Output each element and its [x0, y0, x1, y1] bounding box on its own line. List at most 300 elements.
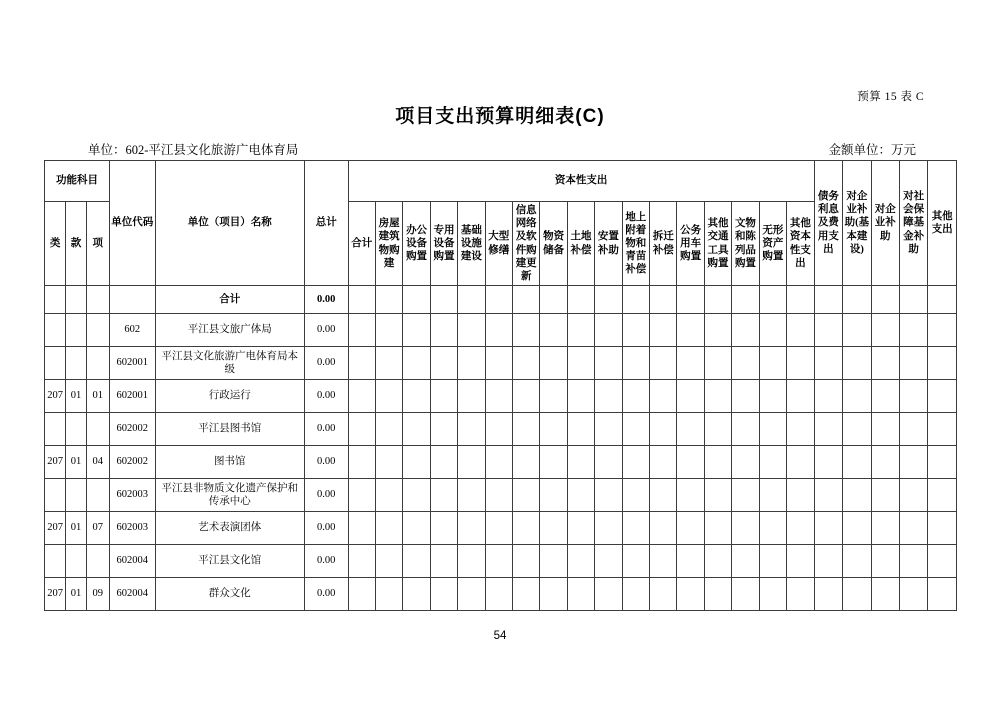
cell-class	[45, 347, 66, 380]
table-row	[45, 446, 957, 479]
cell-total: 0.00	[304, 578, 348, 611]
cell-empty	[759, 380, 786, 413]
header-row-groups	[45, 161, 957, 202]
cell-empty	[430, 413, 457, 446]
unit-label: 单位：602-平江县文化旅游广电体育局	[88, 143, 299, 157]
cell-unit-code: 602001	[109, 380, 155, 413]
cell-empty	[622, 446, 649, 479]
cell-unit-name: 艺术表演团体	[155, 512, 304, 545]
cell-total: 0.00	[304, 286, 348, 314]
cell-total: 0.00	[304, 512, 348, 545]
cell-empty	[928, 286, 957, 314]
cell-empty	[375, 314, 402, 347]
cell-empty	[485, 413, 512, 446]
cell-section	[66, 314, 86, 347]
cell-empty	[622, 286, 649, 314]
cell-empty	[843, 512, 871, 545]
header-ground-attachment: 地上附着物和青苗补偿	[622, 202, 649, 286]
cell-empty	[485, 479, 512, 512]
cell-empty	[928, 347, 957, 380]
cell-unit-name: 平江县文化馆	[155, 545, 304, 578]
cell-unit-code	[109, 286, 155, 314]
cell-total: 0.00	[304, 545, 348, 578]
cell-empty	[843, 545, 871, 578]
cell-empty	[650, 413, 677, 446]
cell-empty	[512, 413, 539, 446]
header-demolition-compensation: 拆迁补偿	[650, 202, 677, 286]
cell-empty	[814, 380, 842, 413]
form-number-label: 预算 15 表 C	[857, 91, 924, 103]
cell-empty	[759, 446, 786, 479]
cell-item: 07	[86, 512, 109, 545]
cell-empty	[512, 479, 539, 512]
cell-empty	[567, 512, 594, 545]
cell-empty	[677, 314, 704, 347]
cell-empty	[814, 479, 842, 512]
header-information-network: 信息网络及软件购建更新	[512, 202, 539, 286]
cell-empty	[430, 479, 457, 512]
cell-empty	[759, 512, 786, 545]
cell-unit-code: 602002	[109, 413, 155, 446]
cell-empty	[622, 512, 649, 545]
cell-empty	[843, 286, 871, 314]
cell-empty	[871, 578, 899, 611]
cell-empty	[348, 479, 375, 512]
cell-section	[66, 479, 86, 512]
cell-empty	[704, 314, 731, 347]
cell-empty	[348, 545, 375, 578]
cell-empty	[650, 347, 677, 380]
header-enterprise-subsidy-capital: 对企业补助(基本建设)	[843, 161, 871, 286]
cell-empty	[567, 578, 594, 611]
cell-empty	[704, 446, 731, 479]
cell-empty	[843, 314, 871, 347]
cell-empty	[403, 286, 430, 314]
cell-empty	[403, 314, 430, 347]
cell-empty	[899, 578, 927, 611]
table-row	[45, 578, 957, 611]
cell-empty	[843, 380, 871, 413]
cell-class	[45, 286, 66, 314]
cell-empty	[595, 314, 622, 347]
table-row	[45, 479, 957, 512]
cell-empty	[595, 512, 622, 545]
cell-class	[45, 314, 66, 347]
cell-empty	[871, 286, 899, 314]
cell-unit-code: 602003	[109, 479, 155, 512]
cell-unit-code: 602002	[109, 446, 155, 479]
cell-empty	[512, 380, 539, 413]
cell-empty	[540, 286, 567, 314]
cell-empty	[567, 347, 594, 380]
cell-empty	[595, 479, 622, 512]
cell-empty	[899, 286, 927, 314]
cell-empty	[403, 380, 430, 413]
cell-empty	[595, 286, 622, 314]
header-intangible-assets: 无形资产购置	[759, 202, 786, 286]
cell-section	[66, 286, 86, 314]
cell-empty	[787, 578, 815, 611]
cell-empty	[567, 446, 594, 479]
header-other-transport: 其他交通工具购置	[704, 202, 731, 286]
header-capital-group: 资本性支出	[348, 161, 814, 202]
cell-empty	[928, 380, 957, 413]
cell-unit-name: 合计	[155, 286, 304, 314]
cell-empty	[375, 347, 402, 380]
cell-empty	[814, 347, 842, 380]
cell-empty	[704, 380, 731, 413]
cell-empty	[704, 286, 731, 314]
cell-empty	[677, 479, 704, 512]
cell-empty	[650, 578, 677, 611]
cell-empty	[928, 578, 957, 611]
cell-empty	[595, 380, 622, 413]
table-row	[45, 380, 957, 413]
cell-empty	[458, 413, 485, 446]
cell-empty	[512, 545, 539, 578]
cell-empty	[787, 286, 815, 314]
cell-empty	[540, 479, 567, 512]
cell-empty	[458, 545, 485, 578]
cell-empty	[871, 413, 899, 446]
cell-empty	[677, 446, 704, 479]
cell-empty	[732, 314, 759, 347]
cell-empty	[512, 578, 539, 611]
cell-empty	[348, 512, 375, 545]
table-row	[45, 413, 957, 446]
cell-empty	[430, 347, 457, 380]
cell-empty	[595, 446, 622, 479]
cell-empty	[512, 347, 539, 380]
cell-empty	[787, 545, 815, 578]
cell-empty	[928, 512, 957, 545]
table-row	[45, 512, 957, 545]
cell-section	[66, 545, 86, 578]
cell-empty	[430, 446, 457, 479]
cell-empty	[375, 512, 402, 545]
cell-empty	[787, 314, 815, 347]
cell-empty	[650, 446, 677, 479]
cell-empty	[814, 512, 842, 545]
cell-empty	[485, 347, 512, 380]
header-official-vehicle: 公务用车购置	[677, 202, 704, 286]
cell-empty	[403, 512, 430, 545]
cell-empty	[485, 314, 512, 347]
cell-class	[45, 545, 66, 578]
cell-empty	[430, 578, 457, 611]
cell-empty	[540, 512, 567, 545]
header-capital-subtotal: 合计	[348, 202, 375, 286]
cell-empty	[458, 479, 485, 512]
cell-empty	[403, 545, 430, 578]
cell-total: 0.00	[304, 347, 348, 380]
cell-empty	[871, 380, 899, 413]
cell-empty	[512, 286, 539, 314]
cell-class	[45, 413, 66, 446]
cell-empty	[899, 380, 927, 413]
cell-empty	[458, 380, 485, 413]
cell-empty	[348, 578, 375, 611]
cell-empty	[375, 286, 402, 314]
cell-empty	[677, 578, 704, 611]
header-unit-name: 单位（项目）名称	[155, 161, 304, 286]
cell-empty	[732, 578, 759, 611]
cell-empty	[430, 512, 457, 545]
cell-empty	[458, 446, 485, 479]
header-infrastructure: 基础设施建设	[458, 202, 485, 286]
cell-item	[86, 413, 109, 446]
cell-empty	[403, 479, 430, 512]
cell-empty	[375, 545, 402, 578]
cell-empty	[485, 512, 512, 545]
cell-section	[66, 347, 86, 380]
cell-empty	[899, 314, 927, 347]
cell-empty	[375, 578, 402, 611]
header-other-capital: 其他资本性支出	[787, 202, 815, 286]
header-func-subject: 功能科目	[45, 161, 110, 202]
cell-empty	[622, 479, 649, 512]
cell-empty	[430, 545, 457, 578]
cell-empty	[485, 578, 512, 611]
cell-item	[86, 479, 109, 512]
cell-section: 01	[66, 578, 86, 611]
cell-empty	[567, 545, 594, 578]
cell-unit-code: 602004	[109, 545, 155, 578]
cell-empty	[403, 446, 430, 479]
header-total: 总计	[304, 161, 348, 286]
cell-empty	[843, 578, 871, 611]
cell-empty	[787, 446, 815, 479]
cell-empty	[871, 479, 899, 512]
cell-empty	[485, 286, 512, 314]
cell-empty	[458, 347, 485, 380]
cell-empty	[650, 286, 677, 314]
cell-empty	[759, 545, 786, 578]
cell-unit-name: 平江县图书馆	[155, 413, 304, 446]
cell-empty	[650, 380, 677, 413]
cell-unit-name: 图书馆	[155, 446, 304, 479]
cell-empty	[430, 286, 457, 314]
table-body	[45, 286, 957, 611]
cell-empty	[485, 545, 512, 578]
cell-empty	[375, 446, 402, 479]
cell-empty	[843, 446, 871, 479]
cell-empty	[732, 512, 759, 545]
cell-empty	[787, 479, 815, 512]
cell-empty	[787, 512, 815, 545]
cell-item	[86, 545, 109, 578]
cell-empty	[403, 413, 430, 446]
cell-item	[86, 314, 109, 347]
budget-table	[44, 160, 957, 611]
cell-empty	[650, 512, 677, 545]
cell-empty	[650, 545, 677, 578]
cell-unit-code: 602004	[109, 578, 155, 611]
header-special-equipment: 专用设备购置	[430, 202, 457, 286]
table-row	[45, 347, 957, 380]
cell-item: 01	[86, 380, 109, 413]
cell-empty	[348, 347, 375, 380]
cell-class: 207	[45, 446, 66, 479]
header-building-purchase: 房屋建筑物购建	[375, 202, 402, 286]
cell-total: 0.00	[304, 479, 348, 512]
cell-total: 0.00	[304, 413, 348, 446]
cell-empty	[928, 446, 957, 479]
cell-empty	[787, 347, 815, 380]
cell-empty	[814, 413, 842, 446]
cell-empty	[650, 314, 677, 347]
cell-empty	[622, 380, 649, 413]
cell-class: 207	[45, 512, 66, 545]
cell-empty	[704, 545, 731, 578]
cell-empty	[732, 446, 759, 479]
cell-empty	[458, 286, 485, 314]
header-social-security-subsidy: 对社会保障基金补助	[899, 161, 927, 286]
cell-empty	[348, 446, 375, 479]
cell-unit-name: 行政运行	[155, 380, 304, 413]
cell-empty	[595, 545, 622, 578]
cell-unit-name: 平江县文旅广体局	[155, 314, 304, 347]
header-cultural-relics: 文物和陈列品购置	[732, 202, 759, 286]
cell-section: 01	[66, 512, 86, 545]
cell-empty	[732, 380, 759, 413]
table-row	[45, 545, 957, 578]
cell-empty	[677, 545, 704, 578]
cell-empty	[843, 479, 871, 512]
cell-empty	[787, 380, 815, 413]
cell-empty	[704, 578, 731, 611]
cell-empty	[677, 512, 704, 545]
cell-empty	[899, 545, 927, 578]
cell-empty	[622, 413, 649, 446]
cell-section: 01	[66, 446, 86, 479]
cell-empty	[732, 413, 759, 446]
cell-empty	[540, 347, 567, 380]
cell-empty	[622, 314, 649, 347]
cell-empty	[512, 512, 539, 545]
cell-item	[86, 286, 109, 314]
cell-unit-name: 群众文化	[155, 578, 304, 611]
cell-class	[45, 479, 66, 512]
table-header	[45, 161, 957, 286]
cell-empty	[567, 314, 594, 347]
cell-empty	[871, 314, 899, 347]
cell-empty	[732, 347, 759, 380]
cell-empty	[787, 413, 815, 446]
header-other-expenditure: 其他支出	[928, 161, 957, 286]
cell-empty	[622, 545, 649, 578]
cell-empty	[871, 347, 899, 380]
cell-empty	[928, 314, 957, 347]
cell-empty	[928, 545, 957, 578]
cell-total: 0.00	[304, 380, 348, 413]
table-row	[45, 314, 957, 347]
cell-empty	[732, 479, 759, 512]
cell-empty	[375, 380, 402, 413]
cell-empty	[677, 413, 704, 446]
cell-empty	[759, 578, 786, 611]
amount-unit-label: 金额单位：万元	[828, 143, 916, 157]
cell-empty	[814, 314, 842, 347]
budget-table-container	[44, 160, 957, 611]
cell-unit-name: 平江县非物质文化遗产保护和传承中心	[155, 479, 304, 512]
cell-empty	[458, 314, 485, 347]
cell-empty	[814, 578, 842, 611]
cell-empty	[622, 347, 649, 380]
header-class: 类	[45, 202, 66, 286]
cell-empty	[512, 446, 539, 479]
cell-empty	[843, 413, 871, 446]
cell-total: 0.00	[304, 314, 348, 347]
cell-item: 09	[86, 578, 109, 611]
header-major-repair: 大型修缮	[485, 202, 512, 286]
cell-empty	[814, 545, 842, 578]
page-number: 54	[493, 630, 507, 642]
cell-empty	[928, 479, 957, 512]
cell-empty	[403, 347, 430, 380]
cell-empty	[899, 347, 927, 380]
header-debt-interest: 债务利息及费用支出	[814, 161, 842, 286]
cell-empty	[485, 380, 512, 413]
cell-empty	[732, 286, 759, 314]
cell-empty	[375, 479, 402, 512]
cell-empty	[540, 578, 567, 611]
cell-empty	[595, 578, 622, 611]
header-item: 项	[86, 202, 109, 286]
cell-empty	[871, 545, 899, 578]
cell-empty	[759, 413, 786, 446]
cell-empty	[759, 286, 786, 314]
cell-empty	[677, 286, 704, 314]
header-resettlement-subsidy: 安置补助	[595, 202, 622, 286]
cell-empty	[485, 446, 512, 479]
cell-empty	[348, 413, 375, 446]
cell-empty	[348, 286, 375, 314]
cell-empty	[458, 512, 485, 545]
cell-empty	[704, 347, 731, 380]
cell-empty	[899, 413, 927, 446]
cell-empty	[732, 545, 759, 578]
cell-empty	[759, 479, 786, 512]
header-office-equipment: 办公设备购置	[403, 202, 430, 286]
cell-empty	[458, 578, 485, 611]
cell-empty	[650, 479, 677, 512]
cell-empty	[540, 413, 567, 446]
cell-empty	[567, 413, 594, 446]
cell-empty	[677, 347, 704, 380]
cell-empty	[759, 314, 786, 347]
cell-empty	[814, 446, 842, 479]
header-land-compensation: 土地补偿	[567, 202, 594, 286]
cell-empty	[540, 545, 567, 578]
cell-empty	[871, 446, 899, 479]
cell-item: 04	[86, 446, 109, 479]
cell-unit-code: 602003	[109, 512, 155, 545]
header-enterprise-subsidy: 对企业补助	[871, 161, 899, 286]
cell-empty	[814, 286, 842, 314]
cell-empty	[567, 286, 594, 314]
header-section: 款	[66, 202, 86, 286]
cell-empty	[403, 578, 430, 611]
cell-empty	[704, 512, 731, 545]
cell-item	[86, 347, 109, 380]
cell-unit-code: 602	[109, 314, 155, 347]
cell-empty	[595, 347, 622, 380]
cell-empty	[567, 380, 594, 413]
cell-empty	[899, 479, 927, 512]
cell-empty	[430, 380, 457, 413]
cell-unit-code: 602001	[109, 347, 155, 380]
